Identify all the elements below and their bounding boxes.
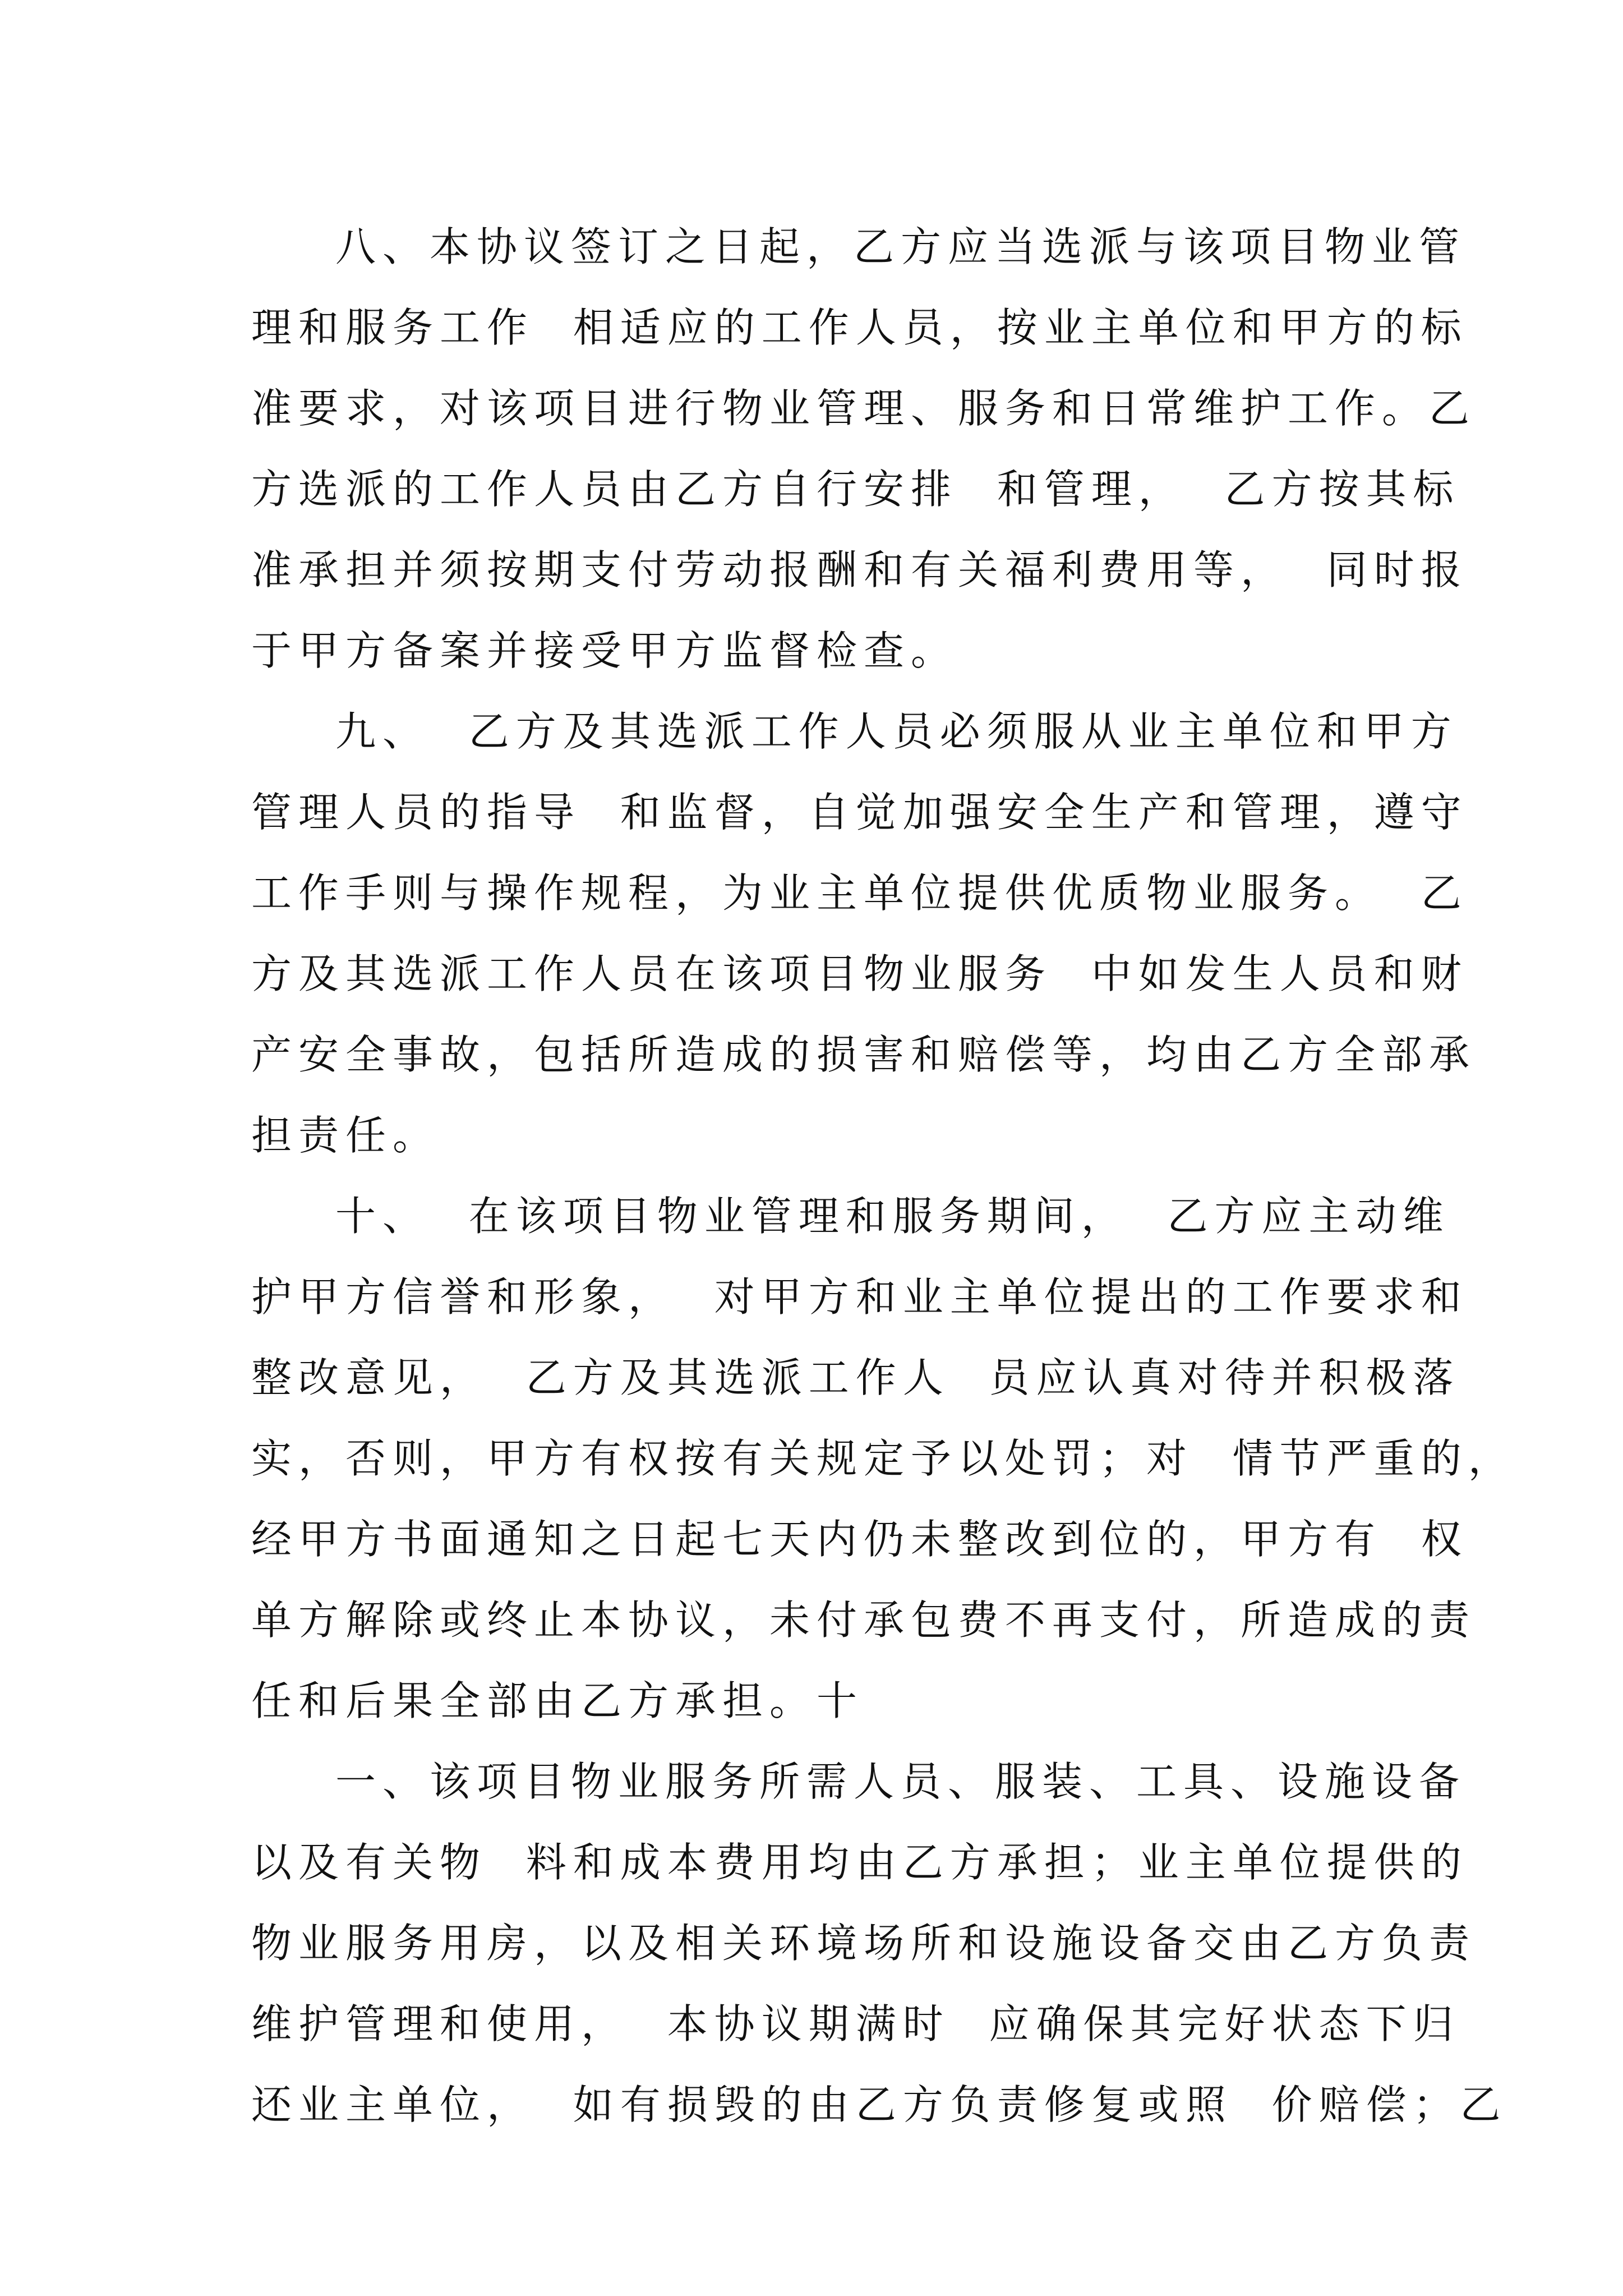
text-line: 于甲方备案并接受甲方监督检查。: [251, 627, 958, 674]
text-line: 实，否则，甲方有权按有关规定予以处罚；对 情节严重的，: [251, 1435, 1515, 1482]
text-line: 护甲方信誉和形象， 对甲方和业主单位提出的工作要求和: [251, 1273, 1468, 1320]
text-line: 以及有关物 料和成本费用均由乙方承担；业主单位提供的: [251, 1839, 1468, 1886]
text-line: 还业主单位， 如有损毁的由乙方负责修复或照 价赔偿；乙: [251, 2081, 1507, 2128]
text-line: 经甲方书面通知之日起七天内仍未整改到位的，甲方有 权: [251, 1516, 1468, 1563]
text-line: 担责任。: [251, 1112, 440, 1159]
text-line: 任和后果全部由乙方承担。十: [251, 1677, 864, 1724]
text-line: 八、本协议签订之日起，乙方应当选派与该项目物业管: [335, 223, 1467, 270]
text-line: 准要求，对该项目进行物业管理、服务和日常维护工作。乙: [251, 385, 1477, 432]
text-line: 物业服务用房，以及相关环境场所和设施设备交由乙方负责: [251, 1920, 1477, 1967]
text-line: 理和服务工作 相适应的工作人员，按业主单位和甲方的标: [251, 304, 1468, 351]
text-line: 产安全事故，包括所造成的损害和赔偿等，均由乙方全部承: [251, 1031, 1477, 1078]
text-line: 九、 乙方及其选派工作人员必须服从业主单位和甲方: [335, 708, 1458, 755]
text-line: 管理人员的指导 和监督，自觉加强安全生产和管理，遵守: [251, 789, 1468, 836]
text-line: 维护管理和使用， 本协议期满时 应确保其完好状态下归: [251, 2000, 1460, 2047]
text-line: 方选派的工作人员由乙方自行安排 和管理， 乙方按其标: [251, 466, 1460, 513]
text-line: 准承担并须按期支付劳动报酬和有关福利费用等， 同时报: [251, 546, 1468, 593]
text-line: 方及其选派工作人员在该项目物业服务 中如发生人员和财: [251, 950, 1468, 997]
text-line: 单方解除或终止本协议，未付承包费不再支付，所造成的责: [251, 1596, 1477, 1644]
text-line: 工作手则与操作规程，为业主单位提供优质物业服务。 乙: [251, 869, 1468, 917]
document-body: [251, 206, 1515, 2145]
text-line: 整改意见， 乙方及其选派工作人 员应认真对待并积极落: [251, 1354, 1460, 1401]
text-line: 十、 在该项目物业管理和服务期间， 乙方应主动维: [335, 1193, 1450, 1240]
text-line: 一、该项目物业服务所需人员、服装、工具、设施设备: [335, 1758, 1467, 1805]
